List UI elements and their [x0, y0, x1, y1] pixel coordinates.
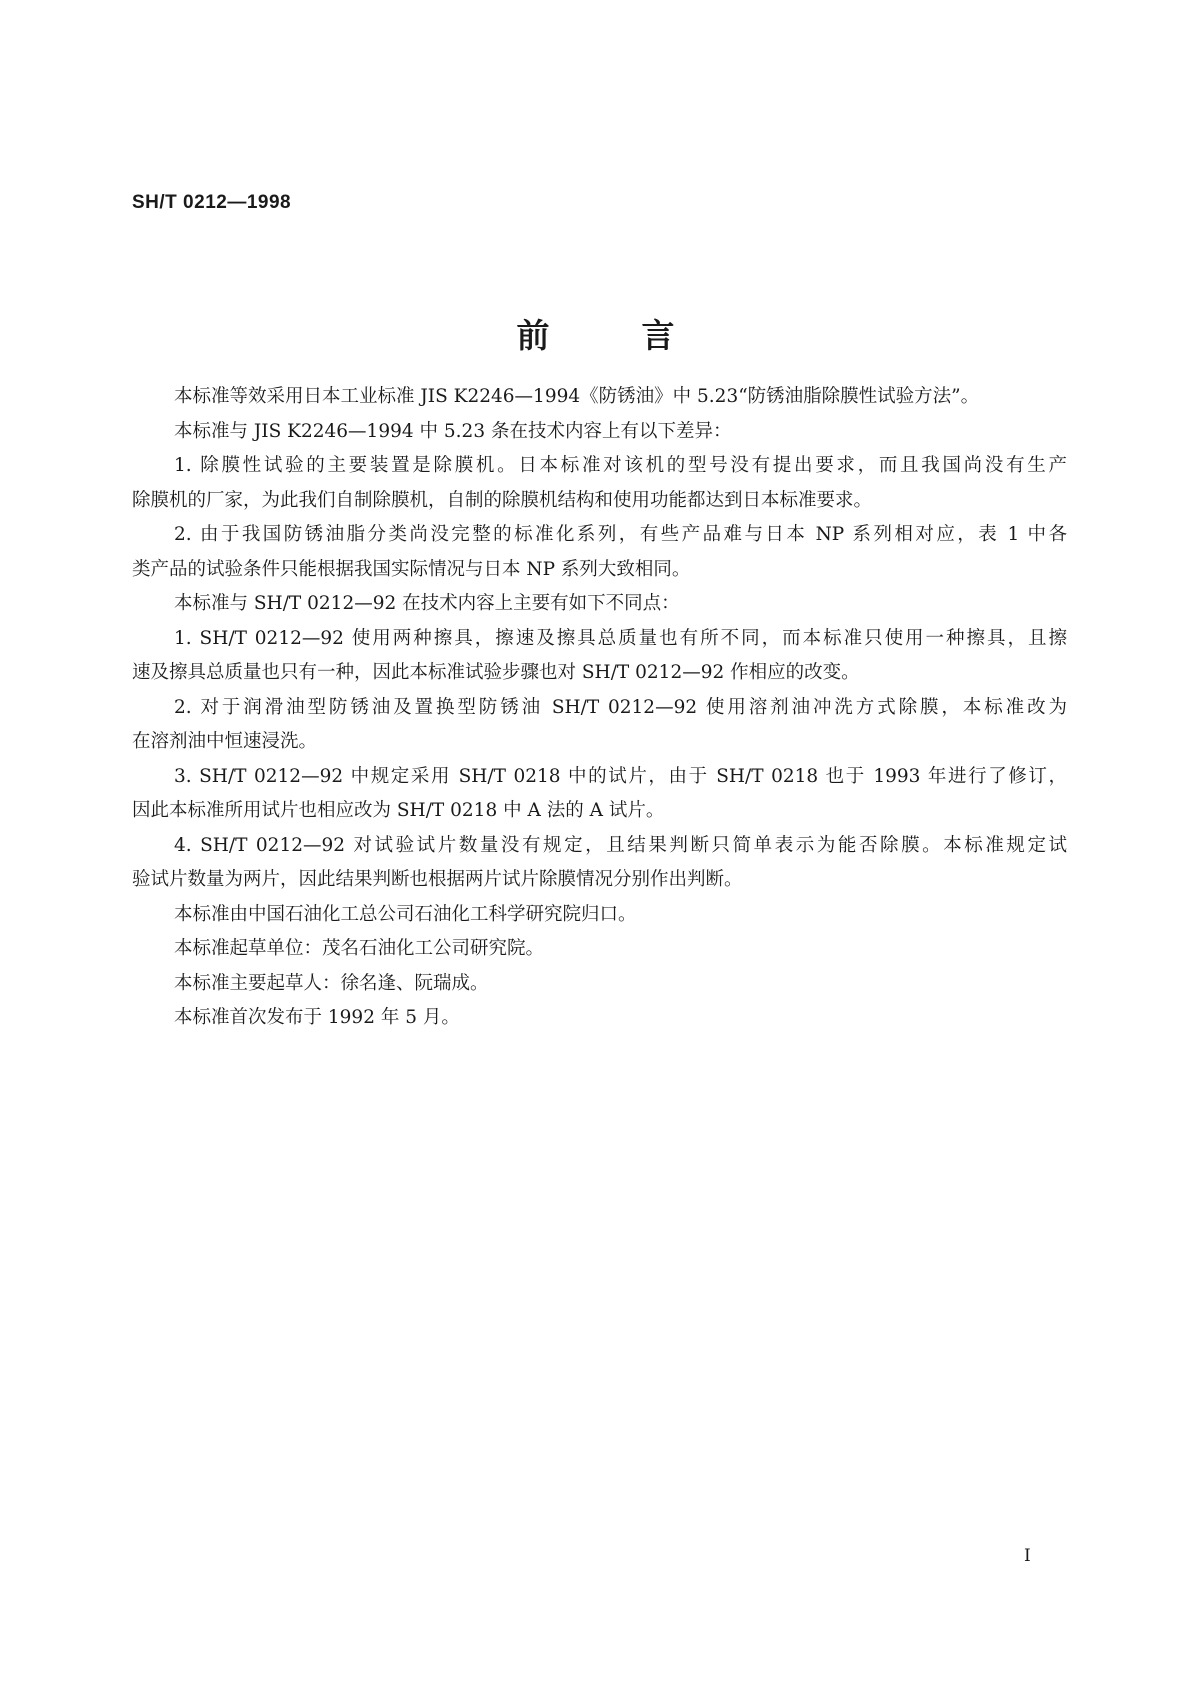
paragraph-line-cont: 类产品的试验条件只能根据我国实际情况与日本 NP 系列大致相同。	[132, 558, 691, 580]
page-title	[0, 310, 1191, 357]
title-char-1: 前	[516, 316, 550, 355]
paragraph-9	[132, 829, 1067, 898]
page-number: I	[1024, 1546, 1031, 1566]
paragraph-line-cont: 在溶剂油中恒速浸洗。	[132, 731, 318, 752]
paragraph-line: 3. SH/T 0212—92 中规定采用 SH/T 0218 中的试片，由于 SH/T 0218 也于 1993 年进行了修订，	[174, 765, 1067, 787]
title-char-2: 言	[641, 316, 675, 355]
paragraph-line: 本标准由中国石油化工总公司石油化工科学研究院归口。	[174, 903, 637, 925]
paragraph-3	[132, 449, 1067, 518]
paragraph-line: 本标准等效采用日本工业标准 JIS K2246—1994《防锈油》中 5.23“防锈油脂除膜性试验方法”。	[174, 386, 980, 407]
paragraph-5	[174, 587, 1067, 622]
paragraph-line: 4. SH/T 0212—92 对试验试片数量没有规定，且结果判断只简单表示为能否除膜。本标准规定试	[174, 834, 1067, 856]
paragraph-line: 2. 对于润滑油型防锈油及置换型防锈油 SH/T 0212—92 使用溶剂油冲洗方式除膜，本标准改为	[174, 696, 1067, 718]
standard-code: SH/T 0212—1998	[132, 192, 292, 213]
paragraph-line: 本标准起草单位：茂名石油化工公司研究院。	[174, 938, 545, 959]
paragraph-line: 本标准主要起草人：徐名逢、阮瑞成。	[174, 972, 489, 994]
paragraph-1	[174, 380, 1067, 415]
paragraph-8	[132, 760, 1067, 829]
paragraph-line: 1. SH/T 0212—92 使用两种擦具，擦速及擦具总质量也有所不同，而本标准只使用一种擦具，且擦	[174, 627, 1067, 649]
paragraph-line: 2. 由于我国防锈油脂分类尚没完整的标准化系列，有些产品难与日本 NP 系列相对应，表 1 中各	[174, 524, 1067, 545]
paragraph-7	[132, 691, 1067, 760]
paragraph-line-cont: 除膜机的厂家，为此我们自制除膜机，自制的除膜机结构和使用功能都达到日本标准要求。	[132, 489, 873, 511]
paragraph-13	[174, 1001, 1067, 1036]
paragraph-4	[132, 518, 1067, 587]
paragraph-line: 本标准与 JIS K2246—1994 中 5.23 条在技术内容上有以下差异：	[174, 420, 732, 442]
paragraph-2	[174, 415, 1067, 450]
paragraph-line: 本标准与 SH/T 0212—92 在技术内容上主要有如下不同点：	[174, 593, 680, 614]
paragraph-line: 1. 除膜性试验的主要装置是除膜机。日本标准对该机的型号没有提出要求，而且我国尚没有生产	[174, 455, 1067, 476]
paragraph-12	[174, 967, 1067, 1002]
paragraph-line-cont: 速及擦具总质量也只有一种，因此本标准试验步骤也对 SH/T 0212—92 作相应的改变。	[132, 662, 860, 683]
paragraph-11	[174, 932, 1067, 967]
paragraph-10	[174, 898, 1067, 933]
paragraph-line-cont: 验试片数量为两片，因此结果判断也根据两片试片除膜情况分别作出判断。	[132, 869, 743, 890]
paragraph-6	[132, 622, 1067, 691]
foreword-body	[132, 380, 1067, 1036]
paragraph-line-cont: 因此本标准所用试片也相应改为 SH/T 0218 中 A 法的 A 试片。	[132, 800, 665, 821]
paragraph-line: 本标准首次发布于 1992 年 5 月。	[174, 1007, 460, 1028]
